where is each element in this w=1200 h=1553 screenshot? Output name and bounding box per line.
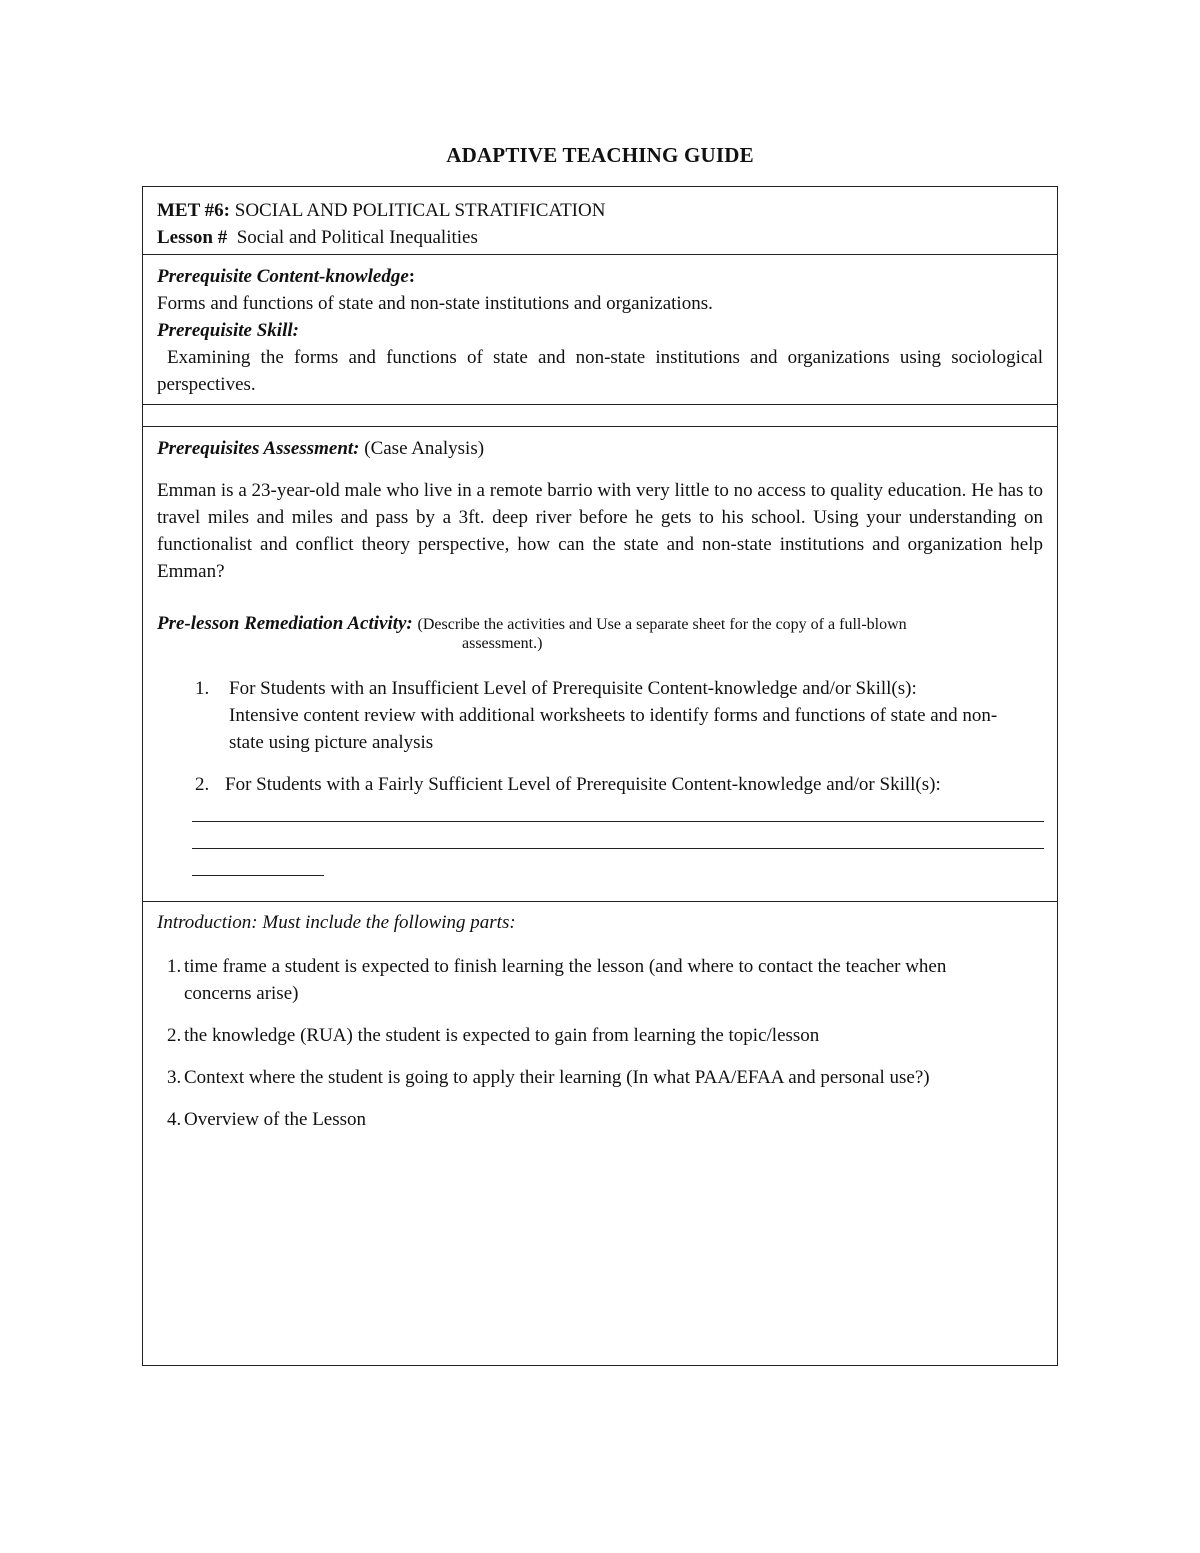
- case-text: Emman is a 23-year-old male who live in a remote barrio with very little to no access to quality education. He has to travel miles and miles and pass by a 3ft. deep river before he gets to his school. Using your understanding on functionalist and conflict theory perspective, how can the state and non-state institutions and organization help Emman?: [157, 480, 1043, 582]
- intro-item-text: the knowledge (RUA) the student is expected to gain from learning the topic/lesson: [184, 1025, 820, 1046]
- assessment-cell: [157, 435, 1043, 655]
- document-title: ADAPTIVE TEACHING GUIDE: [446, 143, 754, 167]
- list-number: 3.: [167, 1067, 182, 1088]
- prereq-skill-text: Examining the forms and functions of state and non-state institutions and organizations using sociological perspectives.: [157, 347, 1043, 395]
- remediation-item-heading: For Students with a Fairly Sufficient Level of Prerequisite Content-knowledge and/or Skill(s):: [225, 774, 941, 795]
- intro-item: [167, 1022, 1037, 1049]
- row-divider: [143, 254, 1057, 255]
- intro-item-text: time frame a student is expected to finish learning the lesson (and where to contact the teacher when concerns arise): [184, 956, 947, 1004]
- answer-blank-line: [192, 821, 1044, 822]
- list-number: 4.: [167, 1109, 182, 1130]
- list-number: 1.: [195, 678, 210, 699]
- prereq-skill-label: Prerequisite Skill:: [157, 320, 299, 341]
- intro-item: [167, 1106, 1037, 1133]
- list-number: 2.: [167, 1025, 182, 1046]
- row-divider: [143, 404, 1057, 405]
- prereq-content-colon: :: [408, 266, 416, 287]
- introduction-label: Introduction: Must include the following parts:: [157, 912, 516, 933]
- intro-item-text: Overview of the Lesson: [184, 1109, 367, 1130]
- row-divider: [143, 901, 1057, 902]
- met-value: SOCIAL AND POLITICAL STRATIFICATION: [234, 200, 606, 221]
- intro-item: [167, 1064, 1047, 1091]
- remediation-item-text: Intensive content review with additional worksheets to identify forms and functions of state and non-state using picture analysis: [229, 705, 998, 753]
- lesson-label: Lesson #: [157, 227, 228, 248]
- answer-blank-line: [192, 875, 324, 876]
- remediation-note-line2: assessment.): [462, 635, 543, 652]
- list-number: 1.: [167, 956, 182, 977]
- remediation-note-line1: (Describe the activities and Use a separate sheet for the copy of a full-blown: [417, 616, 907, 633]
- row-divider: [143, 426, 1057, 427]
- assessment-type: (Case Analysis): [364, 438, 485, 459]
- met-label: MET #6:: [157, 200, 231, 221]
- met-header-cell: [157, 197, 1043, 251]
- assessment-label: Prerequisites Assessment:: [157, 438, 360, 459]
- remediation-label: Pre-lesson Remediation Activity:: [157, 613, 413, 634]
- intro-item: [167, 953, 1007, 1007]
- answer-blank-line: [192, 848, 1044, 849]
- lesson-value: Social and Political Inequalities: [236, 227, 478, 248]
- list-number: 2.: [195, 774, 210, 795]
- remediation-item: [195, 675, 1017, 756]
- prereq-content-label: Prerequisite Content-knowledge: [157, 266, 409, 287]
- prereq-content-text: Forms and functions of state and non-state institutions and organizations.: [157, 293, 713, 314]
- remediation-item-heading: For Students with an Insufficient Level of Prerequisite Content-knowledge and/or Skill(s):: [229, 678, 917, 699]
- intro-item-text: Context where the student is going to apply their learning (In what PAA/EFAA and personal use?): [184, 1067, 930, 1088]
- guide-table: [142, 186, 1058, 1366]
- remediation-item: [195, 771, 1043, 798]
- prerequisites-cell: [157, 263, 1043, 398]
